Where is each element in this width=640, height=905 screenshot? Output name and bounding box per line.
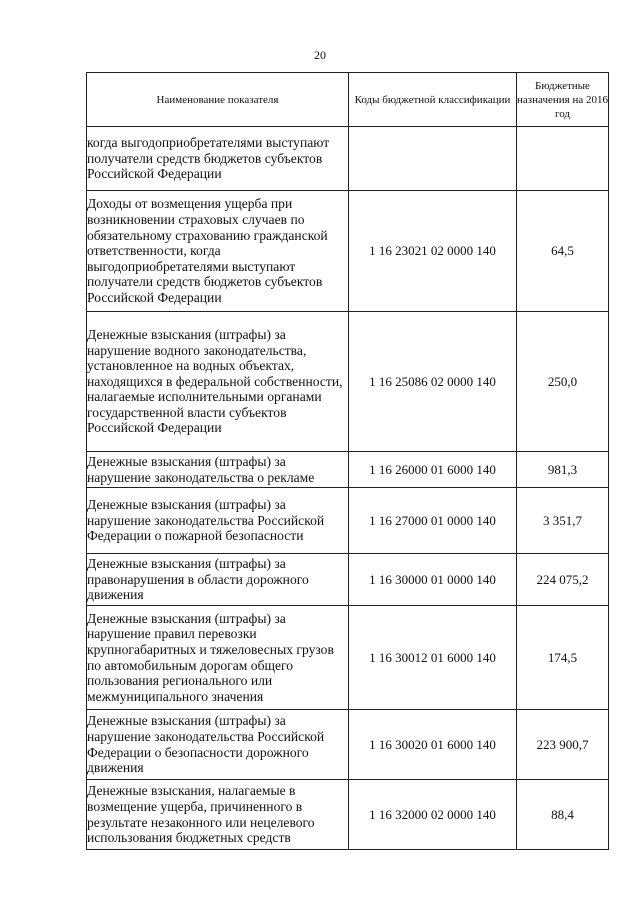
row-amount: 223 900,7 bbox=[517, 710, 609, 780]
row-code: 1 16 26000 01 6000 140 bbox=[349, 452, 517, 488]
table-row bbox=[87, 554, 609, 606]
table-row bbox=[87, 488, 609, 554]
table-row bbox=[87, 606, 609, 710]
row-code: 1 16 23021 02 0000 140 bbox=[349, 191, 517, 312]
row-code: 1 16 32000 02 0000 140 bbox=[349, 780, 517, 850]
header-amount: Бюджетные назначения на 2016 год bbox=[517, 73, 609, 127]
row-code: 1 16 30000 01 0000 140 bbox=[349, 554, 517, 606]
table-row bbox=[87, 780, 609, 850]
row-amount: 88,4 bbox=[517, 780, 609, 850]
row-name: Доходы от возмещения ущерба при возникновении страховых случаев по обязательному страхованию гражданской ответственности, когда выгодоприобретателями выступают получатели средств бюджетов субъектов Российской Федерации bbox=[87, 191, 349, 312]
row-name: Денежные взыскания (штрафы) за нарушение законодательства о рекламе bbox=[87, 452, 349, 488]
row-name: когда выгодоприобретателями выступают получатели средств бюджетов субъектов Российской Федерации bbox=[87, 127, 349, 191]
row-name: Денежные взыскания (штрафы) за нарушение водного законодательства, установленное на водных объектах, находящихся в федеральной собственности, налагаемые исполнительными органами государственной власти субъектов Российской Федерации bbox=[87, 312, 349, 452]
table-row bbox=[87, 312, 609, 452]
budget-table bbox=[86, 72, 609, 850]
header-name: Наименование показателя bbox=[87, 73, 349, 127]
row-amount: 250,0 bbox=[517, 312, 609, 452]
row-name: Денежные взыскания (штрафы) за нарушение законодательства Российской Федерации о пожарной безопасности bbox=[87, 488, 349, 554]
table-row bbox=[87, 710, 609, 780]
row-amount bbox=[517, 127, 609, 191]
header-code: Коды бюджетной классификации bbox=[349, 73, 517, 127]
table-row bbox=[87, 191, 609, 312]
row-code: 1 16 30020 01 6000 140 bbox=[349, 710, 517, 780]
row-name: Денежные взыскания, налагаемые в возмещение ущерба, причиненного в результате незаконного или нецелевого использования бюджетных средств bbox=[87, 780, 349, 850]
table-row bbox=[87, 452, 609, 488]
row-amount: 3 351,7 bbox=[517, 488, 609, 554]
row-amount: 224 075,2 bbox=[517, 554, 609, 606]
row-amount: 64,5 bbox=[517, 191, 609, 312]
table-row bbox=[87, 127, 609, 191]
row-amount: 981,3 bbox=[517, 452, 609, 488]
row-code: 1 16 30012 01 6000 140 bbox=[349, 606, 517, 710]
row-amount: 174,5 bbox=[517, 606, 609, 710]
table-header-row bbox=[87, 73, 609, 127]
row-name: Денежные взыскания (штрафы) за правонарушения в области дорожного движения bbox=[87, 554, 349, 606]
page-number: 20 bbox=[314, 48, 326, 62]
row-code bbox=[349, 127, 517, 191]
row-code: 1 16 25086 02 0000 140 bbox=[349, 312, 517, 452]
row-name: Денежные взыскания (штрафы) за нарушение законодательства Российской Федерации о безопасности дорожного движения bbox=[87, 710, 349, 780]
row-code: 1 16 27000 01 0000 140 bbox=[349, 488, 517, 554]
row-name: Денежные взыскания (штрафы) за нарушение правил перевозки крупногабаритных и тяжеловесных грузов по автомобильным дорогам общего пользования регионального или межмуниципального значения bbox=[87, 606, 349, 710]
